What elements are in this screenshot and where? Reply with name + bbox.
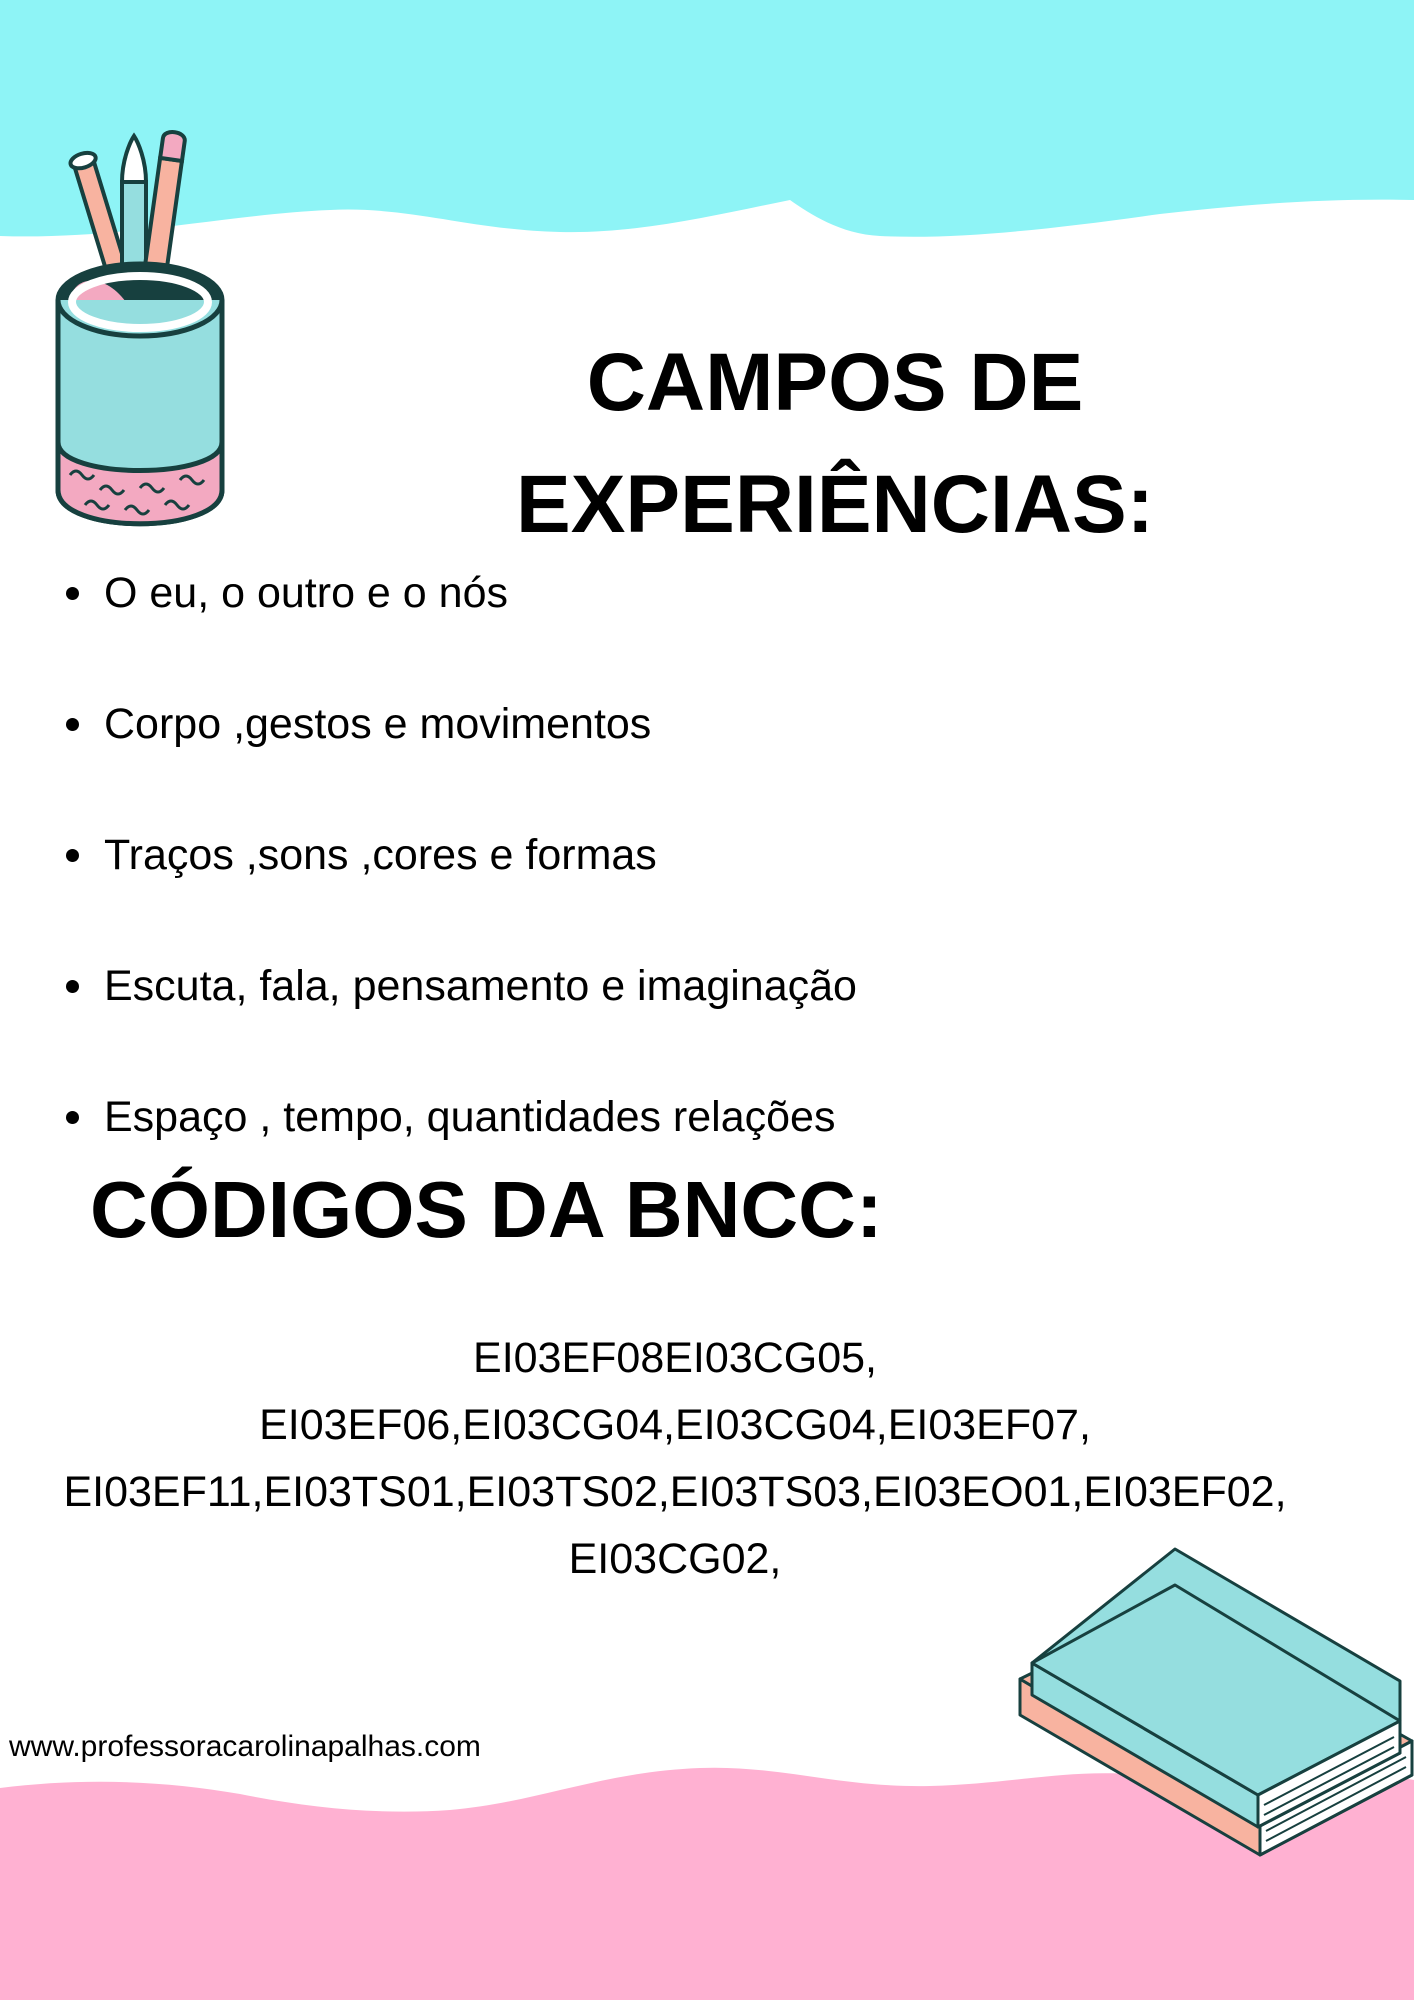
- list-item: [62, 560, 857, 691]
- list-item-text: Traços ,sons ,cores e formas: [104, 831, 657, 879]
- list-item-text: Corpo ,gestos e movimentos: [104, 700, 652, 748]
- bullet-icon: [66, 718, 79, 731]
- bullet-icon: [66, 1111, 79, 1124]
- list-item-text: Escuta, fala, pensamento e imaginação: [104, 962, 857, 1010]
- website-url: www.professoracarolinapalhas.com: [9, 1730, 481, 1763]
- list-item: [62, 953, 857, 1084]
- bullet-icon: [66, 849, 79, 862]
- bullet-icon: [66, 587, 79, 600]
- list-item: [62, 822, 857, 953]
- codes-line: EI03CG02,: [568, 1535, 782, 1583]
- title-line-2: EXPERIÊNCIAS:: [516, 459, 1154, 550]
- title-line-1: CAMPOS DE: [586, 337, 1084, 428]
- experience-fields-list: [62, 560, 857, 1215]
- book-stack-icon: [1010, 1545, 1414, 1870]
- bullet-icon: [66, 980, 79, 993]
- list-item-text: O eu, o outro e o nós: [104, 569, 508, 617]
- bncc-heading: CÓDIGOS DA BNCC:: [90, 1165, 883, 1254]
- page-title: [440, 322, 1230, 566]
- pencil-cup-icon: [50, 130, 240, 535]
- codes-line: EI03EF11,EI03TS01,EI03TS02,EI03TS03,EI03EO01,EI03EF02,: [63, 1468, 1287, 1516]
- codes-line: EI03EF08EI03CG05,: [473, 1334, 877, 1382]
- list-item-text: Espaço , tempo, quantidades relações: [104, 1093, 836, 1141]
- codes-line: EI03EF06,EI03CG04,EI03CG04,EI03EF07,: [259, 1401, 1091, 1449]
- list-item: [62, 691, 857, 822]
